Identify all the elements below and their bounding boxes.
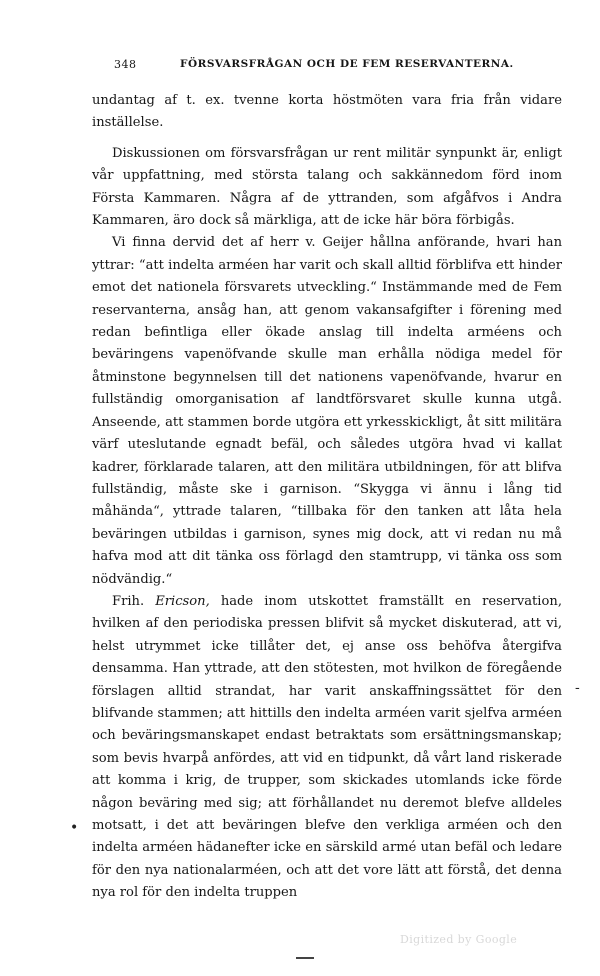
footer-dash [296, 957, 314, 959]
margin-stray-mark: - [575, 680, 580, 696]
paragraph-continued: undantag af t. ex. tvenne korta höstmöten vara fria från vidare inställelse. [92, 93, 562, 131]
ericson-text: hade inom utskottet framställt en reservation, hvilken af den periodiska pressen blifvit så mycket diskuterad, att vi, helst utrymmet icke tillåter det, ej anse oss behöfva återgifva densamma. Han yttrade, att den stötesten, mot hvilkon de föregående förslagen alltid strandat, har varit anskaffningssättet för den blifvande stammen; att hittills den indelta arméen varit sjelfva arméen och beväringsmanskapet endast betraktats som ersättningsmanskap; som bevis hvarpå anfördes, att vid en tidpunkt, då vårt land riskerade att komma i krig, de trupper, som skickades utomlands icke förde någon beväring med sig; att förhållandet nu deremot blefve alldeles motsatt, i det att beväringen blefve den verkliga arméen och den indelta arméen hädanefter icke en särskild armé utan befäl och ledare för den nya nationalarméen, och att det vore lätt att förstå, det denna nya rol för den indelta truppen [92, 593, 562, 901]
paragraph-diskussionen: Diskussionen om försvarsfrågan ur rent militär synpunkt är, enligt vår uppfattning, med största talang och sakkännedom förd inom Första Kammaren. Några af de yttranden, som afgåfvos i Andra Kammaren, äro dock så märkliga, att de icke här böra förbigås. [92, 145, 562, 229]
ericson-name: Ericson, [155, 593, 210, 609]
digitization-watermark: Digitized by Google [400, 933, 518, 946]
page-header [92, 58, 562, 76]
running-title: FÖRSVARSFRÅGAN OCH DE FEM RESERVANTERNA. [180, 58, 514, 70]
paragraph-geijer: Vi finna dervid det af herr v. Geijer hållna anförande, hvari han yttrar: “att indelta arméen har varit och skall alltid förblifva ett hinder emot det nationela försvarets utveckling.“ Instämmande med de Fem reservanterna, ansåg han, att genom vakansafgifter i förening med redan befintliga eller ökade anslag till indelta arméens och beväringens vapenöfvande skulle man erhålla nödiga medel för åtminstone begynnelsen till det nationens vapenöfvande, hvarur en fullständig omorganisation af landtförsvaret skulle kunna utgå. Anseende, att stammen borde utgöra ett yrkesskickligt, åt sitt militära värf uteslutande egnadt befäl, och således utgöra hvad vi kallat kadrer, förklarade talaren, att den militära utbildningen, för att blifva fullständig, måste ske i garnison. “Skygga vi ännu i lång tid måhända“, yttrade talaren, “tillbaka för den tanken att låta hela beväringen utbildas i garnison, synes mig dock, att vi redan nu må hafva mod att dit tänka oss förlagd den stamtrupp, vi tänka oss som nödvändig.“ [92, 235, 562, 587]
page-number: 348 [114, 58, 137, 71]
page-body [92, 90, 562, 905]
margin-bullet-mark: • [70, 820, 79, 836]
book-page [92, 58, 562, 905]
ericson-title: Frih. [112, 593, 145, 609]
paragraph-ericson [92, 591, 562, 905]
